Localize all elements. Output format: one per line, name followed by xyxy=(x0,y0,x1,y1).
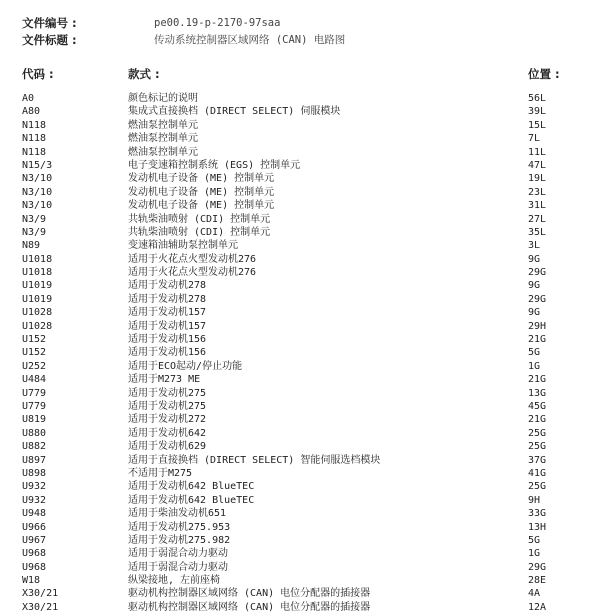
row-description: 适用于发动机278 xyxy=(128,293,207,305)
row-description: 发动机电子设备 (ME) 控制单元 xyxy=(128,200,275,212)
table-row xyxy=(0,132,604,145)
row-code: U484 xyxy=(22,374,47,386)
row-position: 11L xyxy=(528,146,547,158)
header-position: 位置 : xyxy=(528,67,560,81)
row-code: U152 xyxy=(22,334,47,346)
row-code: X30/21 xyxy=(22,601,59,613)
row-code: U1028 xyxy=(22,320,53,332)
row-code: N3/10 xyxy=(22,200,53,212)
row-description: 燃油泵控制单元 xyxy=(128,119,198,131)
row-code: U968 xyxy=(22,548,47,560)
row-position: 7L xyxy=(528,133,541,145)
row-description: 适用于发动机629 xyxy=(128,441,207,453)
row-description: 变速箱油辅助泵控制单元 xyxy=(128,240,238,252)
row-code: U779 xyxy=(22,400,47,412)
row-description: 不适用于M275 xyxy=(128,467,193,479)
row-code: U1028 xyxy=(22,307,53,319)
table-row xyxy=(0,159,604,172)
row-description: 适用于ECO起动/停止功能 xyxy=(128,360,243,372)
row-code: U968 xyxy=(22,561,47,573)
row-code: U967 xyxy=(22,534,47,546)
doc-title-label: 文件标题 : xyxy=(22,32,77,47)
row-position: 29G xyxy=(528,293,547,305)
row-description: 发动机电子设备 (ME) 控制单元 xyxy=(128,173,275,185)
row-description: 适用于发动机156 xyxy=(128,334,207,346)
row-code: U897 xyxy=(22,454,47,466)
table-row xyxy=(0,239,604,252)
row-code: U932 xyxy=(22,494,47,506)
table-row xyxy=(0,360,604,373)
row-description: 适用于弱混合动力驱动 xyxy=(128,548,228,560)
table-row xyxy=(0,547,604,560)
row-code: U1019 xyxy=(22,293,53,305)
doc-title-value: 传动系统控制器区域网络 (CAN) 电路图 xyxy=(154,34,346,46)
row-position: 19L xyxy=(528,173,547,185)
row-description: 适用于柴油发动机651 xyxy=(128,508,227,520)
row-position: 21G xyxy=(528,334,547,346)
row-position: 21G xyxy=(528,414,547,426)
row-code: U966 xyxy=(22,521,47,533)
table-row xyxy=(0,119,604,132)
table-row xyxy=(0,373,604,386)
row-description: 适用于发动机157 xyxy=(128,307,207,319)
table-row xyxy=(0,92,604,105)
table-row xyxy=(0,266,604,279)
row-position: 3L xyxy=(528,240,541,252)
row-description: 适用于发动机272 xyxy=(128,414,207,426)
row-position: 4A xyxy=(528,588,541,600)
table-row xyxy=(0,105,604,118)
row-code: A0 xyxy=(22,93,35,104)
table-row xyxy=(0,333,604,346)
table-row xyxy=(0,172,604,185)
row-code: N3/10 xyxy=(22,173,53,185)
row-position: 1G xyxy=(528,548,541,560)
row-description: 集成式直接换档 (DIRECT SELECT) 伺服模块 xyxy=(128,106,341,118)
row-code: N3/9 xyxy=(22,213,47,225)
row-position: 9G xyxy=(528,280,541,292)
row-code: N3/9 xyxy=(22,226,47,238)
table-row xyxy=(0,253,604,266)
row-position: 5G xyxy=(528,534,541,546)
row-position: 13G xyxy=(528,387,547,399)
row-position: 29G xyxy=(528,267,547,279)
row-description: 适用于发动机275 xyxy=(128,400,207,412)
row-description: 燃油泵控制单元 xyxy=(128,146,198,158)
header-description: 款式 : xyxy=(128,67,160,81)
row-code: W18 xyxy=(22,575,41,587)
row-description: 发动机电子设备 (ME) 控制单元 xyxy=(128,186,275,198)
table-row xyxy=(0,561,604,574)
row-code: N118 xyxy=(22,133,47,145)
row-description: 适用于火花点火型发动机276 xyxy=(128,253,257,265)
table-row xyxy=(0,574,604,587)
row-position: 1G xyxy=(528,360,541,372)
row-position: 5G xyxy=(528,347,541,359)
row-position: 35L xyxy=(528,226,547,238)
row-position: 25G xyxy=(528,441,547,453)
row-code: U1018 xyxy=(22,267,53,279)
table-row xyxy=(0,306,604,319)
row-code: U882 xyxy=(22,441,47,453)
row-code: U819 xyxy=(22,414,47,426)
row-position: 27L xyxy=(528,213,547,225)
row-description: 适用于发动机156 xyxy=(128,347,207,359)
table-row xyxy=(0,413,604,426)
row-position: 23L xyxy=(528,186,547,198)
table-row xyxy=(0,346,604,359)
table-row xyxy=(0,199,604,212)
header-code: 代码 : xyxy=(22,67,54,81)
row-position: 37G xyxy=(528,454,547,466)
row-description: 适用于弱混合动力驱动 xyxy=(128,561,228,573)
table-row xyxy=(0,440,604,453)
table-row xyxy=(0,387,604,400)
table-header xyxy=(0,66,604,82)
row-description: 适用于发动机275.953 xyxy=(128,521,231,533)
row-code: U932 xyxy=(22,481,47,493)
table-row xyxy=(0,320,604,333)
row-code: U1019 xyxy=(22,280,53,292)
table-row xyxy=(0,534,604,547)
row-position: 21G xyxy=(528,374,547,386)
row-description: 适用于火花点火型发动机276 xyxy=(128,267,257,279)
row-position: 25G xyxy=(528,427,547,439)
row-code: N15/3 xyxy=(22,159,53,171)
doc-number-value: pe00.19-p-2170-97saa xyxy=(154,16,281,29)
doc-title-row xyxy=(22,31,345,48)
table-row xyxy=(0,507,604,520)
table-row xyxy=(0,467,604,480)
table-row xyxy=(0,427,604,440)
row-position: 31L xyxy=(528,200,547,212)
doc-number-row xyxy=(22,14,345,31)
row-code: N89 xyxy=(22,240,41,252)
row-code: A80 xyxy=(22,106,41,118)
row-position: 41G xyxy=(528,467,547,479)
row-description: 适用于发动机157 xyxy=(128,320,207,332)
table-row xyxy=(0,279,604,292)
row-code: U252 xyxy=(22,360,47,372)
row-description: 共轨柴油喷射 (CDI) 控制单元 xyxy=(128,213,271,225)
row-position: 45G xyxy=(528,400,547,412)
table-row xyxy=(0,480,604,493)
row-description: 颜色标记的说明 xyxy=(128,93,198,104)
table-row xyxy=(0,146,604,159)
table-row xyxy=(0,400,604,413)
row-code: U898 xyxy=(22,467,47,479)
row-code: U779 xyxy=(22,387,47,399)
document-meta xyxy=(22,14,345,48)
row-position: 56L xyxy=(528,93,547,104)
table-row xyxy=(0,454,604,467)
row-position: 13H xyxy=(528,521,547,533)
row-code: U1018 xyxy=(22,253,53,265)
row-code: U948 xyxy=(22,508,47,520)
row-description: 适用于发动机275.982 xyxy=(128,534,231,546)
row-description: 燃油泵控制单元 xyxy=(128,133,198,145)
row-code: N118 xyxy=(22,146,47,158)
row-code: N118 xyxy=(22,119,47,131)
row-position: 15L xyxy=(528,119,547,131)
row-description: 适用于发动机642 BlueTEC xyxy=(128,494,255,506)
row-position: 9G xyxy=(528,307,541,319)
row-position: 9H xyxy=(528,494,541,506)
component-table xyxy=(0,92,604,614)
row-description: 适用于发动机275 xyxy=(128,387,207,399)
row-position: 25G xyxy=(528,481,547,493)
row-position: 47L xyxy=(528,159,547,171)
row-position: 29H xyxy=(528,320,547,332)
table-row xyxy=(0,213,604,226)
table-row xyxy=(0,293,604,306)
row-position: 39L xyxy=(528,106,547,118)
row-description: 驱动机构控制器区域网络 (CAN) 电位分配器的插接器 xyxy=(128,601,371,613)
table-row xyxy=(0,494,604,507)
row-description: 适用于发动机278 xyxy=(128,280,207,292)
row-description: 电子变速箱控制系统 (EGS) 控制单元 xyxy=(128,159,301,171)
table-row xyxy=(0,601,604,614)
row-code: X30/21 xyxy=(22,588,59,600)
row-position: 33G xyxy=(528,508,547,520)
table-row xyxy=(0,226,604,239)
row-description: 共轨柴油喷射 (CDI) 控制单元 xyxy=(128,226,271,238)
row-code: U880 xyxy=(22,427,47,439)
table-row xyxy=(0,587,604,600)
doc-number-label: 文件编号 : xyxy=(22,15,77,30)
row-position: 9G xyxy=(528,253,541,265)
row-code: U152 xyxy=(22,347,47,359)
row-description: 纵梁接地, 左前座椅 xyxy=(128,575,221,587)
row-description: 适用于直接换档 (DIRECT SELECT) 智能伺服选档模块 xyxy=(128,454,381,466)
row-description: 适用于M273 ME xyxy=(128,374,201,386)
row-code: N3/10 xyxy=(22,186,53,198)
row-description: 适用于发动机642 BlueTEC xyxy=(128,481,255,493)
row-position: 28E xyxy=(528,575,547,587)
table-row xyxy=(0,186,604,199)
row-position: 12A xyxy=(528,601,547,613)
table-row xyxy=(0,521,604,534)
row-description: 驱动机构控制器区域网络 (CAN) 电位分配器的插接器 xyxy=(128,588,371,600)
row-position: 29G xyxy=(528,561,547,573)
row-description: 适用于发动机642 xyxy=(128,427,207,439)
